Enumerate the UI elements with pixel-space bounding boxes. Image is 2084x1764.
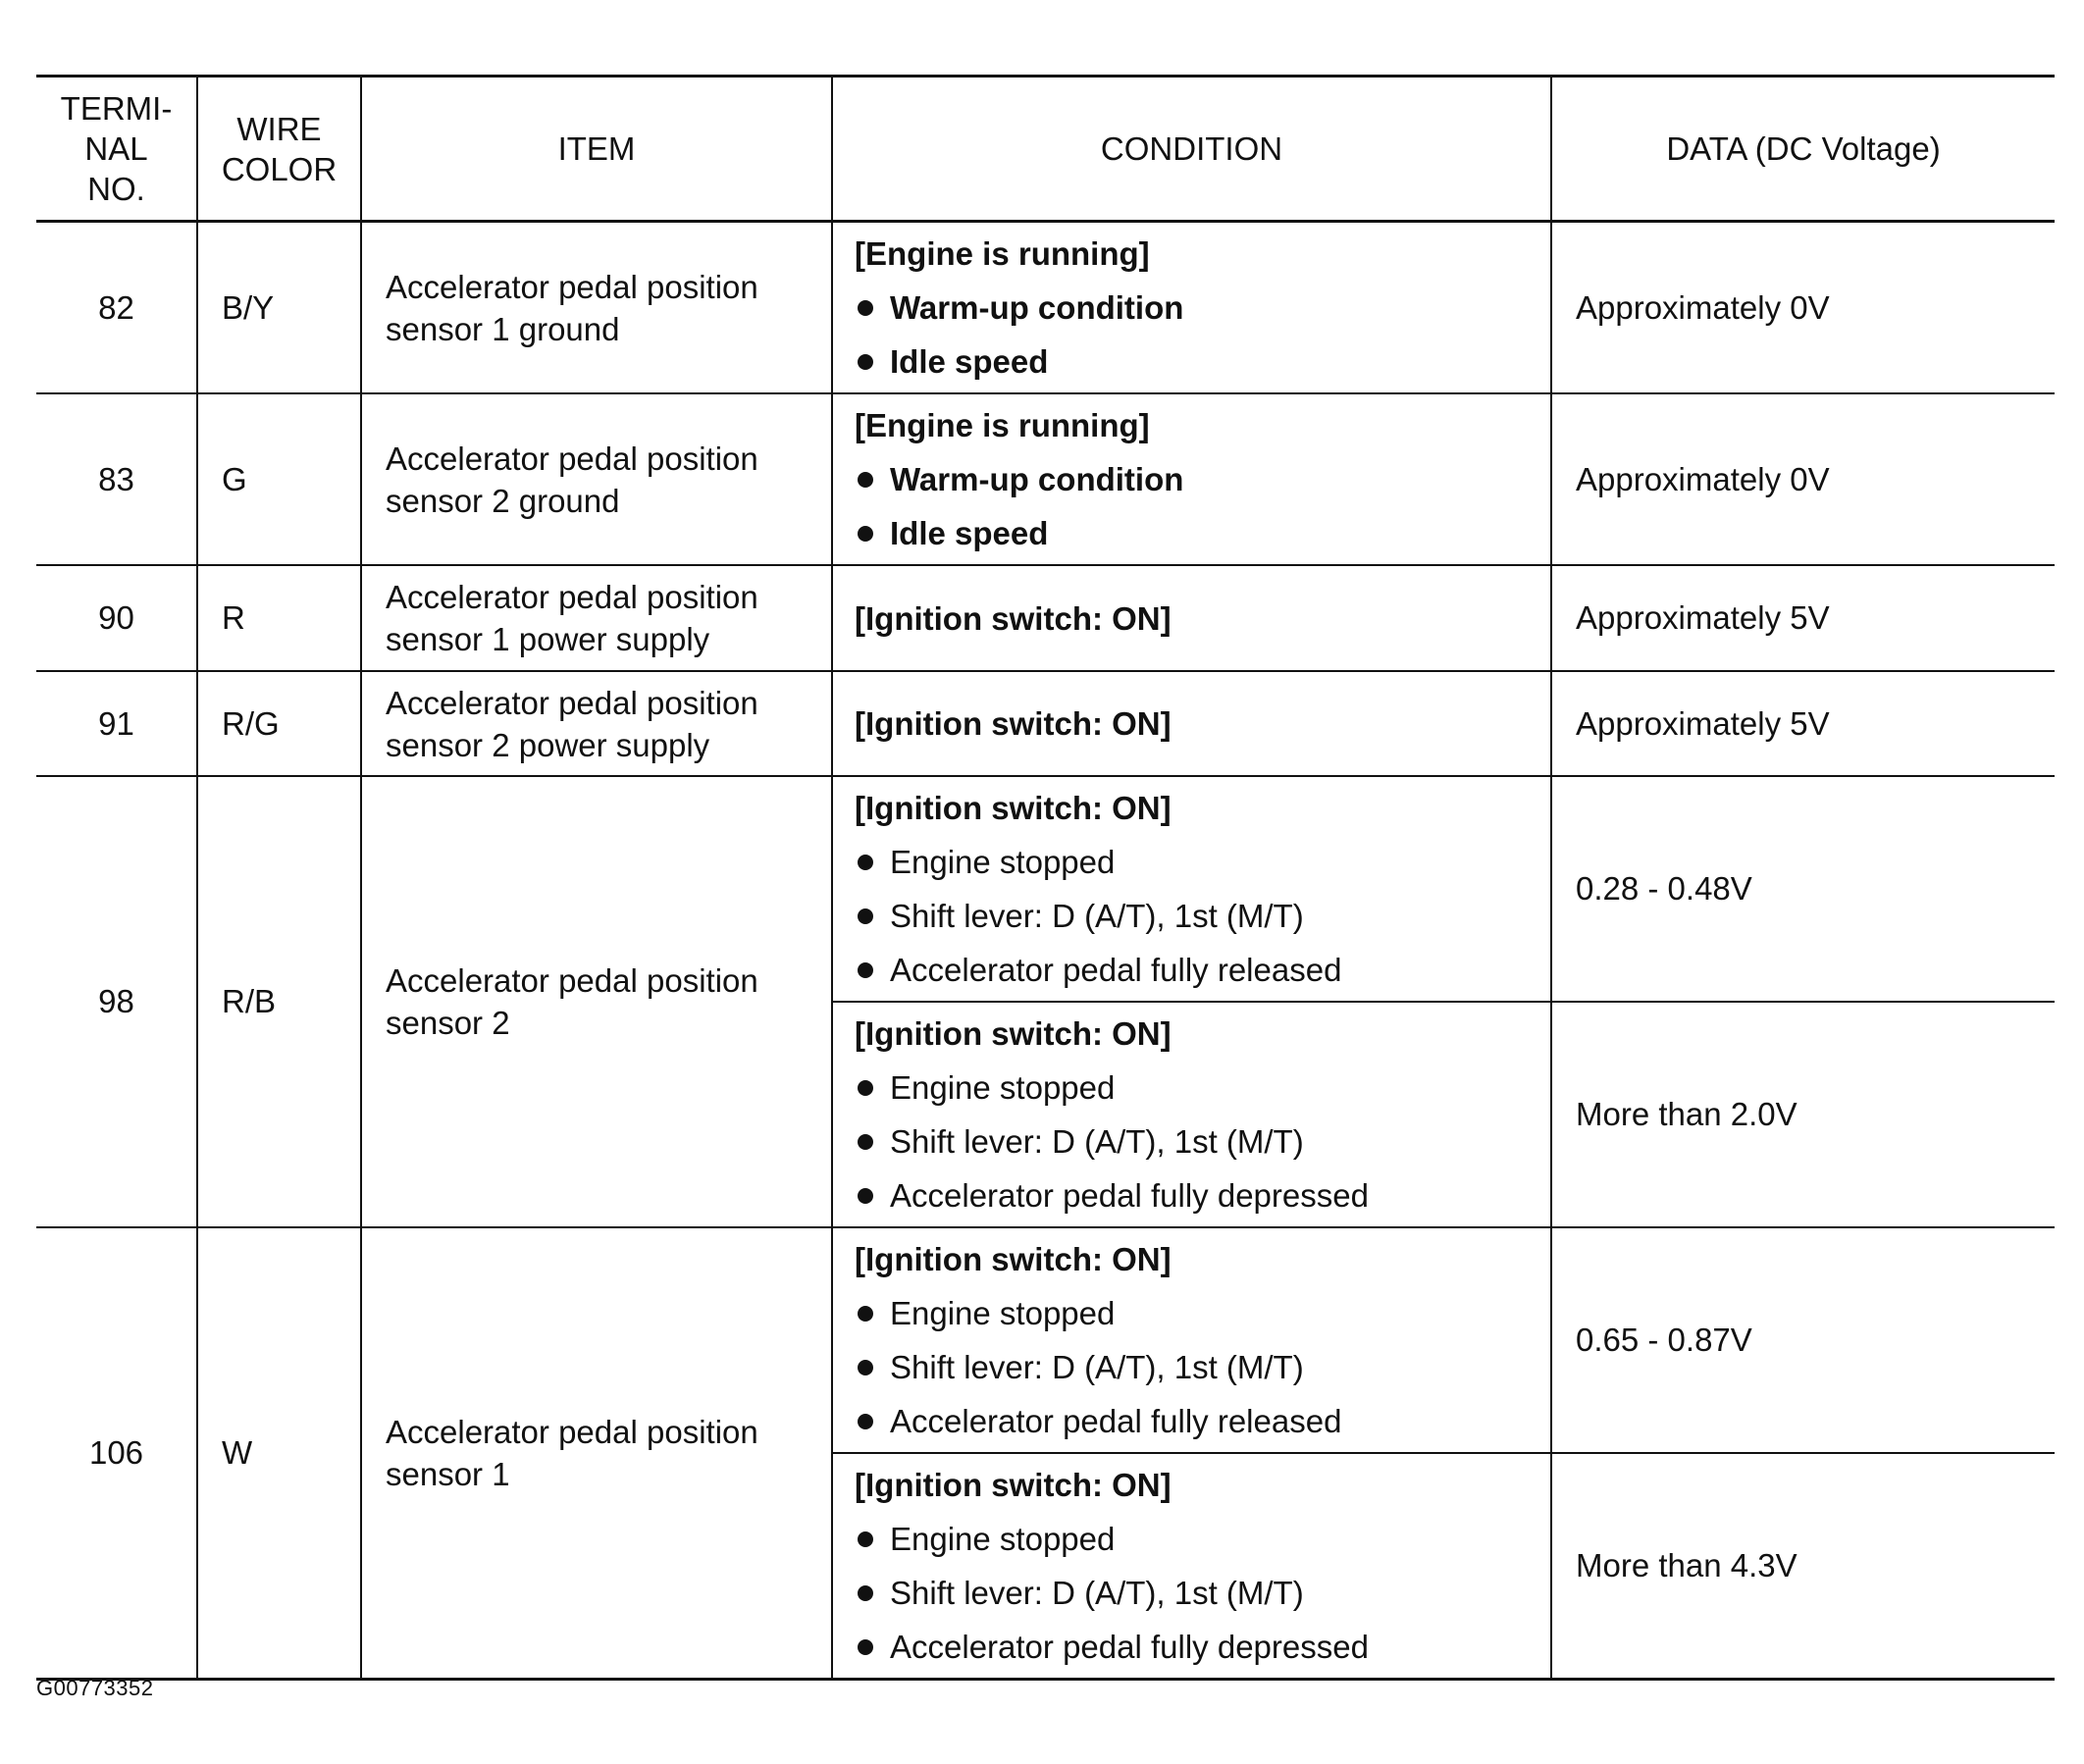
item-line: Accelerator pedal position [386, 962, 758, 999]
condition-item-text: Shift lever: D (A/T), 1st (M/T) [890, 1575, 1304, 1611]
terminal-no-cell: 90 [36, 565, 197, 671]
bullet-icon [858, 300, 873, 316]
condition-heading: [Engine is running] [855, 407, 1150, 443]
condition-item-text: Accelerator pedal fully released [890, 1403, 1342, 1439]
condition-item-text: Idle speed [890, 343, 1049, 380]
condition-item [855, 452, 1550, 506]
condition-item [855, 1168, 1550, 1222]
header-terminal-line: NAL [84, 130, 148, 167]
bullet-icon [858, 1188, 873, 1204]
table-row [36, 565, 2055, 671]
table-row [36, 1227, 2055, 1453]
item-line: Accelerator pedal position [386, 1414, 758, 1450]
wire-color-cell: G [197, 393, 361, 565]
bullet-icon [858, 1306, 873, 1322]
terminal-no-cell: 83 [36, 393, 197, 565]
condition-item [855, 335, 1550, 389]
condition-cell [832, 1002, 1551, 1227]
bullet-icon [858, 1585, 873, 1601]
condition-item-text: Warm-up condition [890, 289, 1184, 326]
terminal-no-cell: 106 [36, 1227, 197, 1680]
condition-heading: [Ignition switch: ON] [855, 599, 1172, 637]
condition-item [855, 1512, 1550, 1566]
data-voltage-cell: More than 4.3V [1551, 1453, 2055, 1680]
condition-item-text: Accelerator pedal fully released [890, 952, 1342, 988]
wire-color-cell: R/G [197, 671, 361, 776]
bullet-icon [858, 354, 873, 370]
condition-item-text: Shift lever: D (A/T), 1st (M/T) [890, 898, 1304, 934]
condition-item [855, 943, 1550, 997]
terminal-data-table-container [36, 75, 2055, 1681]
condition-item [855, 1566, 1550, 1620]
condition-list [855, 1061, 1550, 1222]
data-voltage-cell: 0.65 - 0.87V [1551, 1227, 2055, 1453]
data-voltage-cell: Approximately 5V [1551, 671, 2055, 776]
data-voltage-cell: More than 2.0V [1551, 1002, 2055, 1227]
bullet-icon [858, 1360, 873, 1375]
terminal-data-table [36, 75, 2055, 1681]
item-line: Accelerator pedal position [386, 684, 758, 721]
header-wire-color [197, 77, 361, 222]
condition-heading: [Ignition switch: ON] [855, 1241, 1172, 1277]
condition-list [855, 1286, 1550, 1448]
bullet-icon [858, 962, 873, 978]
condition-cell [832, 393, 1551, 565]
item-line: sensor 1 ground [386, 310, 620, 347]
bullet-icon [858, 472, 873, 488]
item-cell [361, 393, 832, 565]
header-wire-line: WIRE [236, 110, 322, 147]
table-row [36, 222, 2055, 394]
header-terminal-no [36, 77, 197, 222]
condition-item [855, 1620, 1550, 1674]
item-cell [361, 222, 832, 394]
condition-item-text: Warm-up condition [890, 461, 1184, 497]
item-line: sensor 2 power supply [386, 726, 710, 763]
condition-list [855, 1512, 1550, 1674]
condition-item [855, 889, 1550, 943]
condition-item [855, 1394, 1550, 1448]
condition-heading: [Ignition switch: ON] [855, 1015, 1172, 1052]
figure-id: G00773352 [36, 1676, 154, 1700]
condition-item-text: Engine stopped [890, 844, 1116, 880]
condition-item-text: Shift lever: D (A/T), 1st (M/T) [890, 1123, 1304, 1160]
item-line: Accelerator pedal position [386, 579, 758, 615]
item-line: sensor 2 ground [386, 482, 620, 519]
condition-item [855, 1286, 1550, 1340]
data-voltage-cell: Approximately 5V [1551, 565, 2055, 671]
table-row [36, 671, 2055, 776]
table-body [36, 222, 2055, 1680]
item-line: Accelerator pedal position [386, 268, 758, 305]
condition-item [855, 506, 1550, 560]
header-item: ITEM [361, 77, 832, 222]
item-line: Accelerator pedal position [386, 440, 758, 477]
bullet-icon [858, 1414, 873, 1429]
condition-cell [832, 1453, 1551, 1680]
bullet-icon [858, 526, 873, 542]
table-row [36, 776, 2055, 1002]
condition-heading: [Ignition switch: ON] [855, 1467, 1172, 1503]
item-cell [361, 565, 832, 671]
terminal-no-cell: 82 [36, 222, 197, 394]
condition-item-text: Shift lever: D (A/T), 1st (M/T) [890, 1349, 1304, 1385]
header-terminal-line: TERMI- [60, 90, 173, 127]
wire-color-cell: W [197, 1227, 361, 1680]
item-line: sensor 1 power supply [386, 621, 710, 657]
condition-item-text: Engine stopped [890, 1069, 1116, 1106]
condition-item-text: Idle speed [890, 515, 1049, 551]
bullet-icon [858, 908, 873, 924]
data-voltage-cell: Approximately 0V [1551, 393, 2055, 565]
condition-list [855, 835, 1550, 997]
condition-item [855, 835, 1550, 889]
condition-item-text: Engine stopped [890, 1295, 1116, 1331]
terminal-no-cell: 98 [36, 776, 197, 1227]
wire-color-cell: B/Y [197, 222, 361, 394]
condition-item [855, 1115, 1550, 1168]
data-voltage-cell: Approximately 0V [1551, 222, 2055, 394]
table-row [36, 393, 2055, 565]
terminal-no-cell: 91 [36, 671, 197, 776]
condition-item-text: Engine stopped [890, 1521, 1116, 1557]
condition-item [855, 281, 1550, 335]
condition-cell [832, 671, 1551, 776]
item-cell [361, 1227, 832, 1680]
bullet-icon [858, 1134, 873, 1150]
condition-item-text: Accelerator pedal fully depressed [890, 1629, 1369, 1665]
condition-heading: [Ignition switch: ON] [855, 790, 1172, 826]
data-voltage-cell: 0.28 - 0.48V [1551, 776, 2055, 1002]
condition-item [855, 1340, 1550, 1394]
item-line: sensor 2 [386, 1005, 510, 1041]
condition-item [855, 1061, 1550, 1115]
condition-cell [832, 1227, 1551, 1453]
condition-list [855, 452, 1550, 560]
header-row [36, 77, 2055, 222]
header-wire-line: COLOR [221, 150, 338, 187]
condition-cell [832, 565, 1551, 671]
condition-item-text: Accelerator pedal fully depressed [890, 1177, 1369, 1214]
condition-cell [832, 222, 1551, 394]
condition-heading: [Ignition switch: ON] [855, 705, 1172, 742]
header-condition: CONDITION [832, 77, 1551, 222]
bullet-icon [858, 1080, 873, 1096]
bullet-icon [858, 855, 873, 870]
bullet-icon [858, 1531, 873, 1547]
item-cell [361, 671, 832, 776]
item-line: sensor 1 [386, 1456, 510, 1492]
condition-list [855, 281, 1550, 389]
header-terminal-line: NO. [87, 171, 145, 207]
wire-color-cell: R/B [197, 776, 361, 1227]
wire-color-cell: R [197, 565, 361, 671]
header-data: DATA (DC Voltage) [1551, 77, 2055, 222]
condition-cell [832, 776, 1551, 1002]
item-cell [361, 776, 832, 1227]
bullet-icon [858, 1639, 873, 1655]
condition-heading: [Engine is running] [855, 235, 1150, 272]
